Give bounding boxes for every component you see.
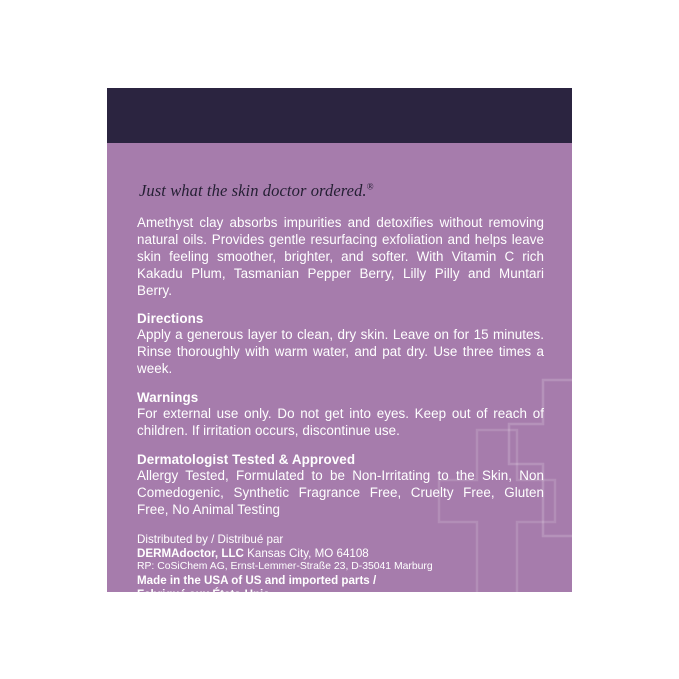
package-footer [137, 533, 544, 633]
footer-distributed-by: Distributed by / Distribué par [137, 532, 284, 546]
product-package-panel [107, 88, 572, 632]
tagline-text: Just what the skin doctor ordered. [139, 181, 367, 200]
product-description: Amethyst clay absorbs impurities and detoxifies without removing natural oils. Provides gentle resurfacing exfoliation and helps leave skin feeling smoother, brighter, and softer. With Vitamin C rich Kakadu Plum, Tasmanian Pepper Berry, Lilly Pilly and Muntari Berry. [137, 215, 544, 298]
section-text-warnings: For external use only. Do not get into eyes. Keep out of reach of children. If irritation occurs, discontinue use. [137, 406, 544, 439]
section-heading-warnings: Warnings [137, 390, 199, 406]
footer-rp-line: RP: CoSiChem AG, Ernst-Lemmer-Straße 23, D-35041 Marburg [137, 560, 433, 572]
tagline [139, 181, 544, 201]
footer-website-text: www.DERMAdoctor.com [137, 618, 272, 632]
footer-website-registered-mark: ® [271, 615, 279, 627]
footer-company-line [137, 547, 544, 561]
footer-company-name: DERMAdoctor, LLC [137, 546, 244, 560]
footer-made-in-line-3: avec des composants des États-Unis et importés [137, 601, 389, 615]
package-text-content [107, 143, 572, 632]
footer-website [137, 616, 544, 633]
package-top-band [107, 88, 572, 143]
section-heading-dermatologist-tested: Dermatologist Tested & Approved [137, 451, 356, 467]
footer-company-address: Kansas City, MO 64108 [247, 546, 369, 560]
footer-made-in-line-1: Made in the USA of US and imported parts / [137, 573, 377, 587]
section-text-dermatologist-tested: Allergy Tested, Formulated to be Non-Irritating to the Skin, Non Comedogenic, Synthetic Fragrance Free, Cruelty Free, Gluten Free, No Animal Testing [137, 467, 544, 517]
section-heading-directions: Directions [137, 311, 204, 327]
footer-made-in-line-2: Fabriqué aux États-Unis [137, 587, 270, 601]
section-text-directions: Apply a generous layer to clean, dry skin. Leave on for 15 minutes. Rinse thoroughly with warm water, and pat dry. Use three times a week. [137, 327, 544, 377]
tagline-registered-mark: ® [366, 181, 374, 192]
